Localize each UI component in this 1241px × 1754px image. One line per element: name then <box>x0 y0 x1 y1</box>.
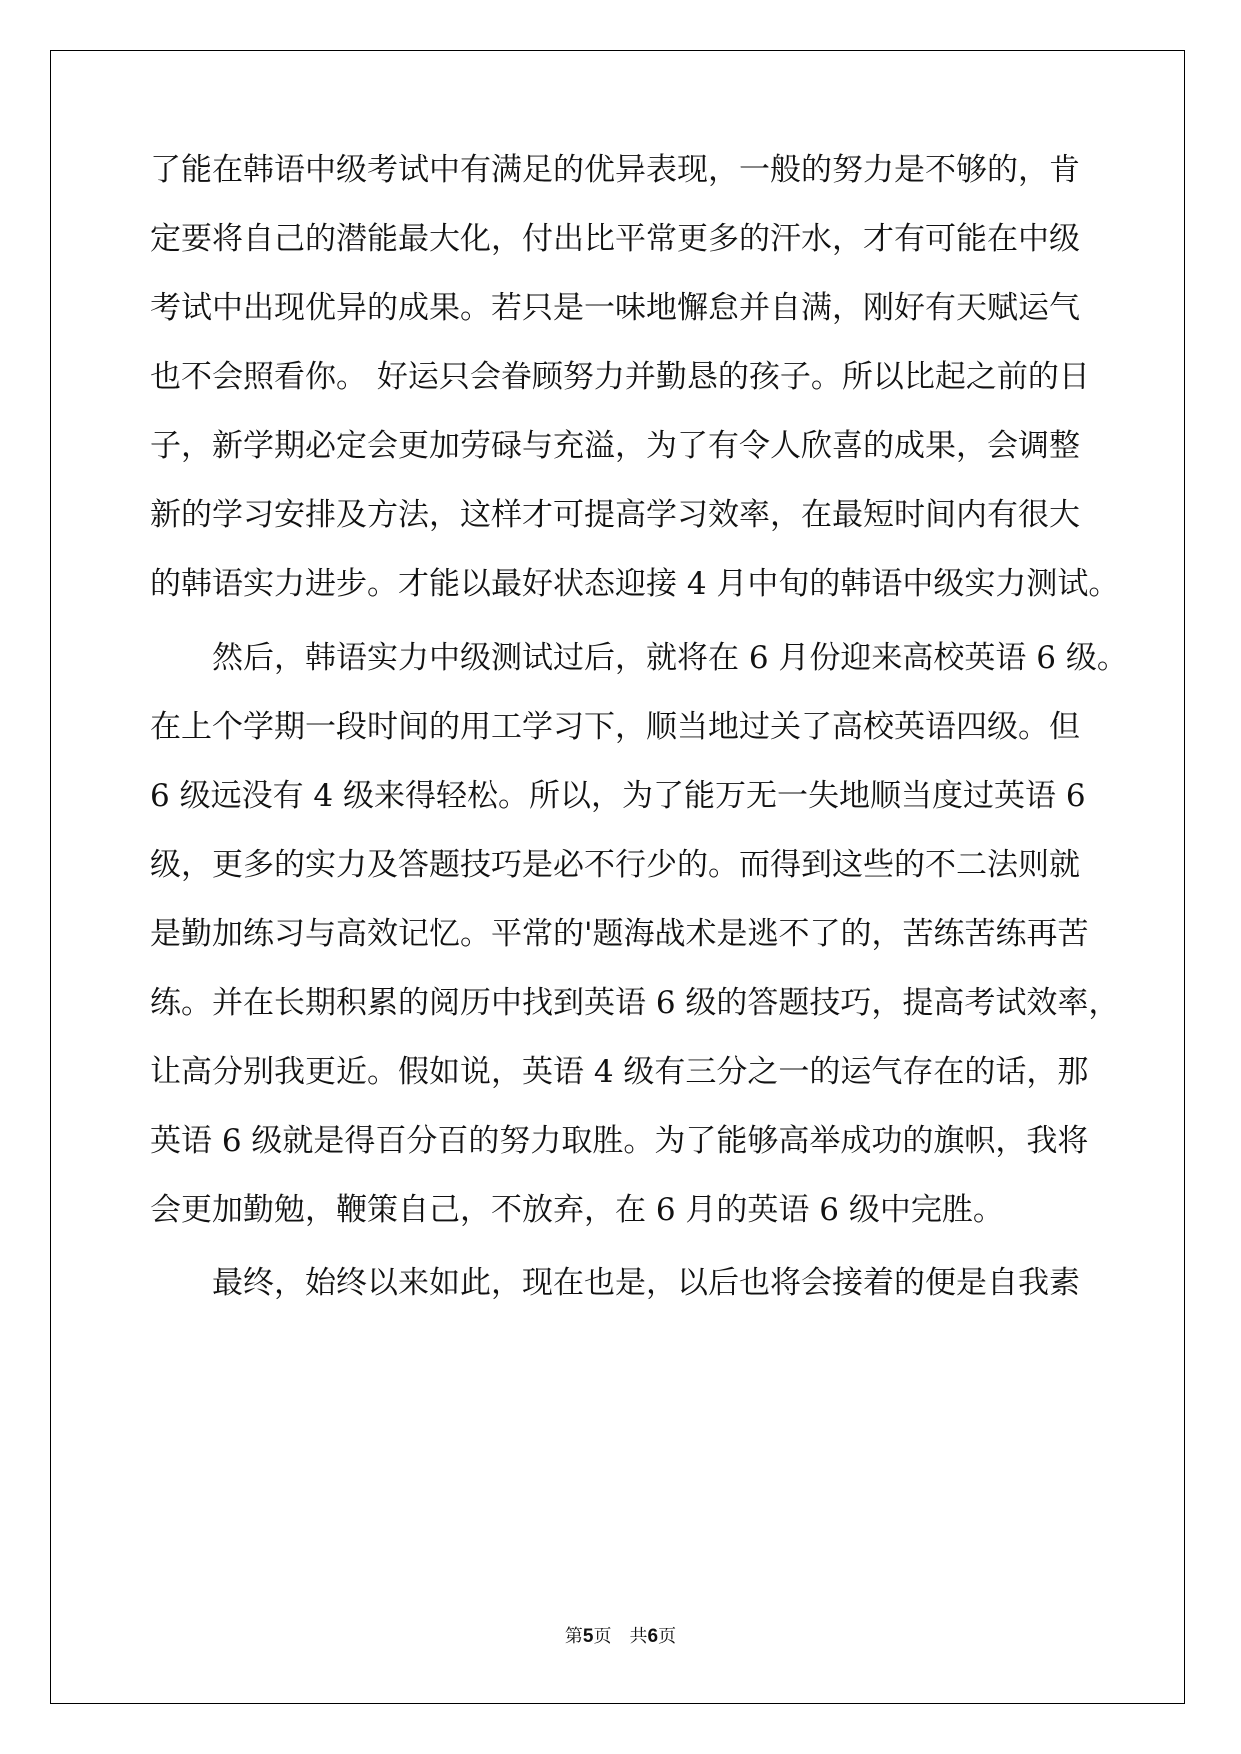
footer-suffix: 页 <box>658 1626 677 1647</box>
text-line: 让高分别我更近。假如说，英语 4 级有三分之一的运气存在的话，那 <box>150 1054 1089 1090</box>
current-page-number: 5 <box>582 1626 594 1647</box>
text-line: 会更加勤勉，鞭策自己，不放弃，在 6 月的英语 6 级中完胜。 <box>150 1192 1004 1228</box>
text-line: 考试中出现优异的成果。若只是一味地懈怠并自满，刚好有天赋运气 <box>150 290 1080 326</box>
text-line: 定要将自己的潜能最大化，付出比平常更多的汗水，才有可能在中级 <box>150 221 1080 257</box>
text-line: 6 级远没有 4 级来得轻松。所以，为了能万无一失地顺当度过英语 6 <box>150 778 1086 814</box>
text-line: 英语 6 级就是得百分百的努力取胜。为了能够高举成功的旗帜，我将 <box>150 1123 1089 1159</box>
text-line: 在上个学期一段时间的用工学习下，顺当地过关了高校英语四级。但 <box>150 709 1080 745</box>
text-line: 的韩语实力进步。才能以最好状态迎接 4 月中旬的韩语中级实力测试。 <box>150 566 1120 602</box>
text-line: 新的学习安排及方法，这样才可提高学习效率，在最短时间内有很大 <box>150 497 1080 533</box>
text-line: 级，更多的实力及答题技巧是必不行少的。而得到这些的不二法则就 <box>150 847 1080 883</box>
text-line: 练。并在长期积累的阅历中找到英语 6 级的答题技巧，提高考试效率， <box>150 985 1120 1021</box>
page-footer <box>0 1622 1241 1648</box>
text-line: 然后，韩语实力中级测试过后，就将在 6 月份迎来高校英语 6 级。 <box>150 640 1128 676</box>
total-page-number: 6 <box>647 1626 659 1647</box>
text-line: 了能在韩语中级考试中有满足的优异表现，一般的努力是不够的，肯 <box>150 152 1080 188</box>
footer-prefix: 第 <box>564 1626 583 1647</box>
text-line: 是勤加练习与高效记忆。平常的'题海战术是逃不了的，苦练苦练再苦 <box>150 916 1089 952</box>
text-line: 子，新学期必定会更加劳碌与充溢，为了有令人欣喜的成果，会调整 <box>150 428 1080 464</box>
text-line: 最终，始终以来如此，现在也是，以后也将会接着的便是自我素 <box>150 1265 1080 1301</box>
text-line: 也不会照看你。 好运只会眷顾努力并勤恳的孩子。所以比起之前的日 <box>150 359 1090 395</box>
footer-middle: 页 共 <box>593 1626 648 1647</box>
